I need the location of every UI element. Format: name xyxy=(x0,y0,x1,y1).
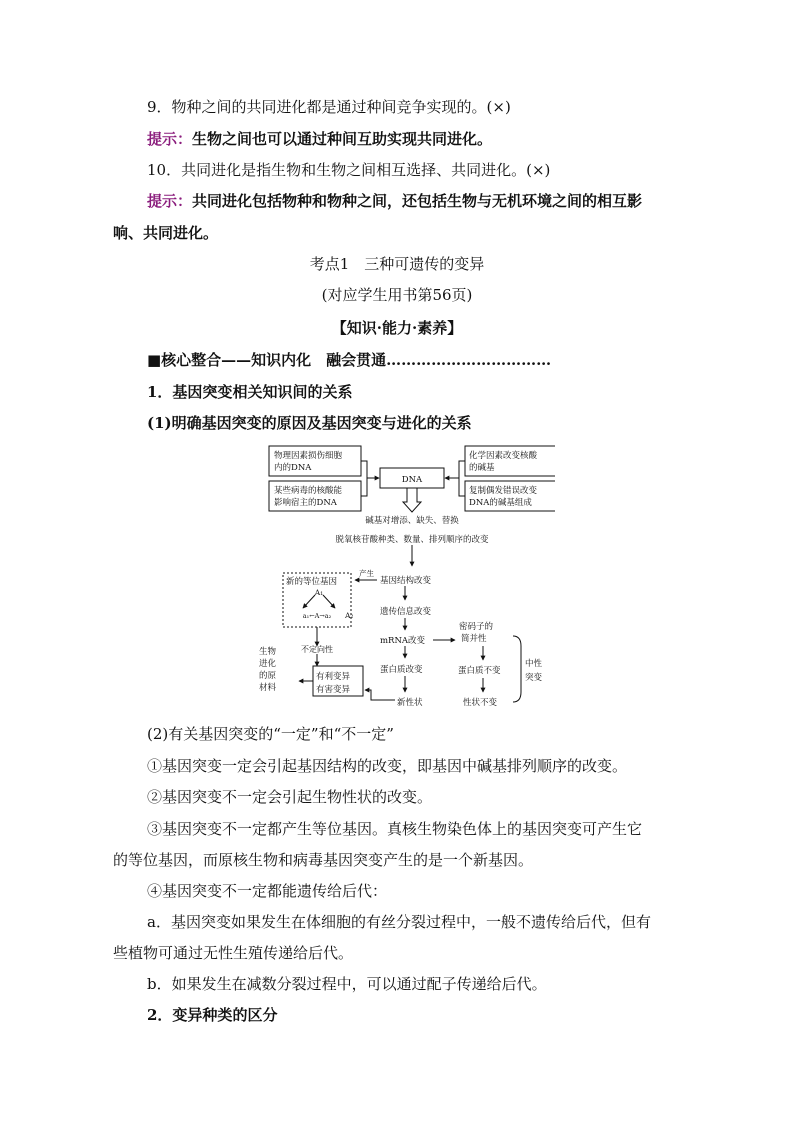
evo-line2: 进化 xyxy=(259,659,277,669)
info-change: 遗传信息改变 xyxy=(380,607,432,617)
undirected-label: 不定向性 xyxy=(301,645,333,654)
new-trait: 新性状 xyxy=(397,698,423,708)
harmful-label: 有害变异 xyxy=(316,685,351,695)
produce-label: 产生 xyxy=(359,569,374,578)
allele-a1: A₁ xyxy=(314,588,324,597)
protein-same: 蛋白质不变 xyxy=(458,666,501,676)
mrna-change: mRNA改变 xyxy=(380,636,426,646)
codon-line2: 简并性 xyxy=(461,634,487,644)
virus-line1: 某些病毒的核酸能 xyxy=(274,486,343,496)
heading-1: 1．基因突变相关知识间的关系 xyxy=(147,383,353,401)
part2-heading: (2)有关基因突变的“一定”和“不一定” xyxy=(147,725,394,743)
phys-line1: 物理因素损伤细胞 xyxy=(274,451,343,461)
base-change: 碱基对增添、缺失、替换 xyxy=(365,516,459,526)
hint-10-continued: 响、共同进化。 xyxy=(113,224,219,242)
evo-line1: 生物 xyxy=(259,647,277,657)
rule-3a: ③基因突变不一定都产生等位基因。真核生物染色体上的基因突变可产生它 xyxy=(147,820,643,838)
struct-change: 基因结构改变 xyxy=(380,576,432,586)
heading-2: 2．变异种类的区分 xyxy=(147,1006,278,1024)
allele-chain: a₁←A→a₂ xyxy=(302,612,332,620)
rule-1: ①基因突变一定会引起基因结构的改变，即基因中碱基排列顺序的改变。 xyxy=(147,757,628,775)
copy-line1: 复制偶发错误改变 xyxy=(469,486,538,496)
rule-4: ④基因突变不一定都能遗传给后代： xyxy=(147,882,388,900)
hint-label: 提示： xyxy=(147,192,193,210)
hint-9 xyxy=(147,129,492,149)
virus-line2: 影响宿主的DNA xyxy=(274,498,337,508)
section-banner: 【知识·能力·素养】 xyxy=(331,319,463,337)
seq-change: 脱氧核苷酸种类、数量、排列顺序的改变 xyxy=(335,535,489,545)
allele-a2: A₂ xyxy=(345,611,354,620)
rule-4a-line1: a．基因突变如果发生在体细胞的有丝分裂过程中，一般不遗传给后代，但有 xyxy=(147,913,651,931)
chem-line2: 的碱基 xyxy=(469,463,495,473)
phys-line2: 内的DNA xyxy=(274,463,312,473)
beneficial-label: 有利变异 xyxy=(316,672,351,682)
section-ref: (对应学生用书第56页) xyxy=(321,286,473,304)
trait-same: 性状不变 xyxy=(463,698,498,708)
gene-mutation-diagram xyxy=(255,440,555,715)
evo-line3: 的原 xyxy=(259,671,277,681)
hint-text: 生物之间也可以通过种间互助实现共同进化。 xyxy=(192,130,493,148)
hint-10 xyxy=(147,191,642,211)
core-heading: ■核心整合——知识内化 融会贯通…………………………… xyxy=(147,351,552,369)
rule-3b: 的等位基因，而原核生物和病毒基因突变产生的是一个新基因。 xyxy=(113,851,534,869)
codon-line1: 密码子的 xyxy=(459,622,494,632)
item-10-text: 10．共同进化是指生物和生物之间相互选择、共同进化。(×) xyxy=(147,161,551,179)
new-allele-label: 新的等位基因 xyxy=(286,577,338,587)
chem-line1: 化学因素改变核酸 xyxy=(469,451,538,461)
evo-line4: 材料 xyxy=(259,683,277,693)
hint-label: 提示： xyxy=(147,130,193,148)
neutral-line1: 中性 xyxy=(525,659,543,669)
hint-text: 共同进化包括物种和物种之间，还包括生物与无机环境之间的相互影 xyxy=(192,192,643,210)
protein-change: 蛋白质改变 xyxy=(380,665,423,675)
item-9-text: 9．物种之间的共同进化都是通过种间竞争实现的。(×) xyxy=(147,98,511,116)
copy-line2: DNA的碱基组成 xyxy=(469,498,532,508)
neutral-line2: 突变 xyxy=(525,673,543,683)
dna-label: DNA xyxy=(401,475,423,485)
rule-4a-line2: 些植物可通过无性生殖传递给后代。 xyxy=(113,944,354,962)
rule-2: ②基因突变不一定会引起生物性状的改变。 xyxy=(147,788,433,806)
rule-4b: b．如果发生在减数分裂过程中，可以通过配子传递给后代。 xyxy=(147,975,547,993)
item-10 xyxy=(147,160,550,180)
section-title: 考点1 三种可遗传的变异 xyxy=(309,255,485,273)
item-9 xyxy=(147,97,511,117)
heading-1a: (1)明确基因突变的原因及基因突变与进化的关系 xyxy=(147,414,472,432)
